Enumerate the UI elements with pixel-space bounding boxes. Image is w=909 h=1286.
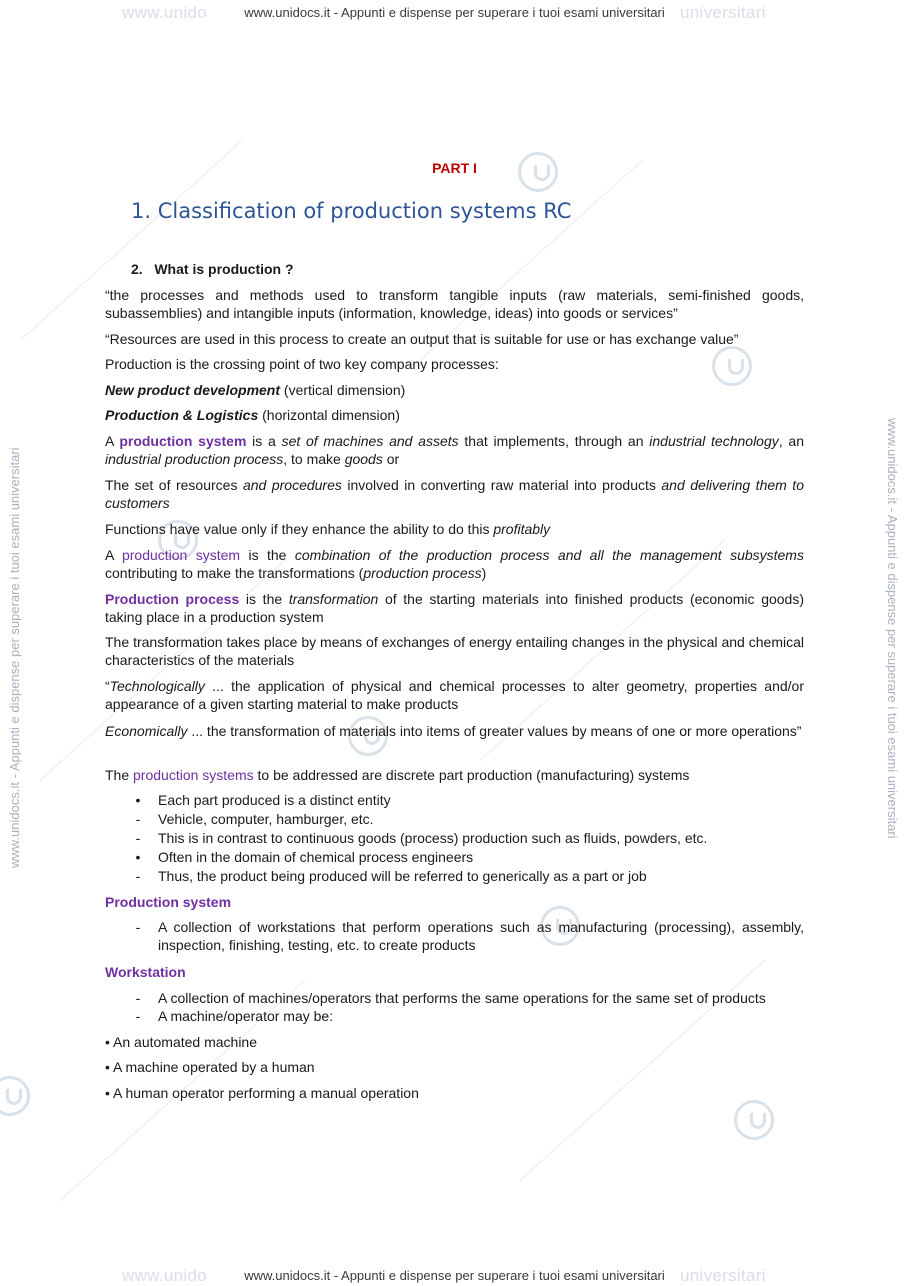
text: production process [363,565,482,581]
text: contributing to make the transformations ( [105,565,364,581]
bullet-list [131,791,804,886]
list-item [131,829,804,848]
list-marker: - [135,830,141,846]
text: (horizontal dimension) [258,407,400,423]
subheading-production-system: Production system [105,894,232,910]
text: The [105,767,134,783]
list-item [131,848,804,867]
watermark-side-left: www.unidocs.it - Appunti e dispense per superare i tuoi esami universitari [7,447,22,868]
text: is the [240,547,295,563]
list-item-text: Each part produced is a distinct entity [158,792,391,808]
watermark-side-right: www.unidocs.it - Appunti e dispense per superare i tuoi esami universitari [885,418,900,839]
definition-quote: “Resources are used in this process to create an output that is suitable for use or has exchange value” [105,331,739,347]
unidocs-logo-icon [0,1076,30,1116]
list-marker: - [135,868,141,884]
watermark-ghost-text: universitari [680,3,766,22]
list-item [131,867,804,886]
term: production system [119,433,247,449]
list-item [131,989,804,1007]
page-title: 1. Classification of production systems RC [131,199,572,223]
list-item-text: A machine/operator may be: [158,1008,334,1024]
term: production systems [133,767,254,783]
definition-quote: “the processes and methods used to transform tangible inputs (raw materials, semi-finished goods, subassemblies) and intangible inputs (information, knowledge, ideas) into goods or services” [105,287,804,321]
text: (vertical dimension) [280,382,406,398]
list-marker: • [135,792,141,808]
text: , to make [283,451,345,467]
list-item-text: Often in the domain of chemical process engineers [158,849,474,865]
paragraph [105,722,804,740]
text: Economically [105,723,188,739]
paragraph [105,520,804,538]
list-item-text: Vehicle, computer, hamburger, etc. [158,811,374,827]
paragraph [105,432,804,468]
paragraph [105,546,804,582]
paragraph [105,590,804,626]
subheading-workstation: Workstation [105,964,186,980]
text: Technologically [109,678,205,694]
list-item-text: A collection of machines/operators that performs the same operations for the same set of products [158,990,766,1006]
list-marker: • [135,849,141,865]
text: that implements, through an [458,433,650,449]
text: is a [246,433,282,449]
part-title: PART I [432,160,477,176]
text: industrial production process [105,451,284,467]
text: ) [481,565,487,581]
term: Production & Logistics [105,407,259,423]
text: ... the transformation of materials into items of greater values by means of one or more operations” [187,723,802,739]
paragraph [105,766,804,784]
list-marker: - [135,811,141,827]
watermark-footer: www.unidocs.it - Appunti e dispense per superare i tuoi esami universitari [244,1268,665,1283]
watermark-ghost-text: universitari [680,1266,766,1285]
text: The set of resources [105,477,243,493]
section-heading: 2. What is production ? [131,261,294,277]
bullet-list [131,989,804,1025]
text: , an [778,433,804,449]
list-marker: - [135,1008,141,1024]
text: transformation [288,591,379,607]
paragraph [105,476,804,512]
term: New product development [105,382,281,398]
list-marker: - [135,919,141,935]
bullet-list [131,918,804,954]
paragraph [105,381,804,399]
paragraph: • A human operator performing a manual operation [105,1085,419,1101]
list-item-text: This is in contrast to continuous goods (process) production such as fluids, powders, etc. [158,830,708,846]
paragraph [105,406,804,424]
list-item-text: Thus, the product being produced will be referred to generically as a part or job [158,868,647,884]
watermark-header: www.unidocs.it - Appunti e dispense per superare i tuoi esami universitari [244,5,665,20]
watermark-ghost-text: www.unido [122,1266,207,1285]
text: and procedures [242,477,342,493]
unidocs-logo-icon [734,1100,774,1140]
text: goods [344,451,383,467]
paragraph: Production is the crossing point of two key company processes: [105,356,499,372]
text: involved in converting raw material into products [341,477,662,493]
list-item [131,1007,804,1025]
text: to be addressed are discrete part production (manufacturing) systems [253,767,690,783]
text: A [105,433,120,449]
term: Production process [105,591,240,607]
text: set of machines and assets [281,433,459,449]
text: industrial technology [649,433,779,449]
watermark-ghost-text: www.unido [122,3,207,22]
text: ... the application of physical and chemical processes to alter geometry, properties and/or appearance of a given starting material to make products [105,678,804,712]
text: of the starting materials into finished products (economic goods) taking place in a production system [105,591,804,625]
text: A [105,547,122,563]
text: Functions have value only if they enhance the ability to do this [105,521,494,537]
paragraph [105,677,804,713]
text: or [382,451,400,467]
paragraph: The transformation takes place by means of exchanges of energy entailing changes in the physical and chemical characteristics of the materials [105,634,804,668]
text: combination of the production process and all the management subsystems [294,547,804,563]
list-marker: - [135,990,141,1006]
text: “ [105,678,110,694]
list-item [131,810,804,829]
paragraph: • An automated machine [105,1034,257,1050]
text: profitably [493,521,551,537]
text: and delivering them to customers [105,477,804,511]
term: production system [121,547,241,563]
text: is the [239,591,289,607]
list-item-text: A collection of workstations that perform operations such as manufacturing (processing), assembly, inspection, finishing, testing, etc. to create products [158,919,804,953]
paragraph: • A machine operated by a human [105,1059,315,1075]
list-item [131,791,804,810]
list-item [131,918,804,954]
